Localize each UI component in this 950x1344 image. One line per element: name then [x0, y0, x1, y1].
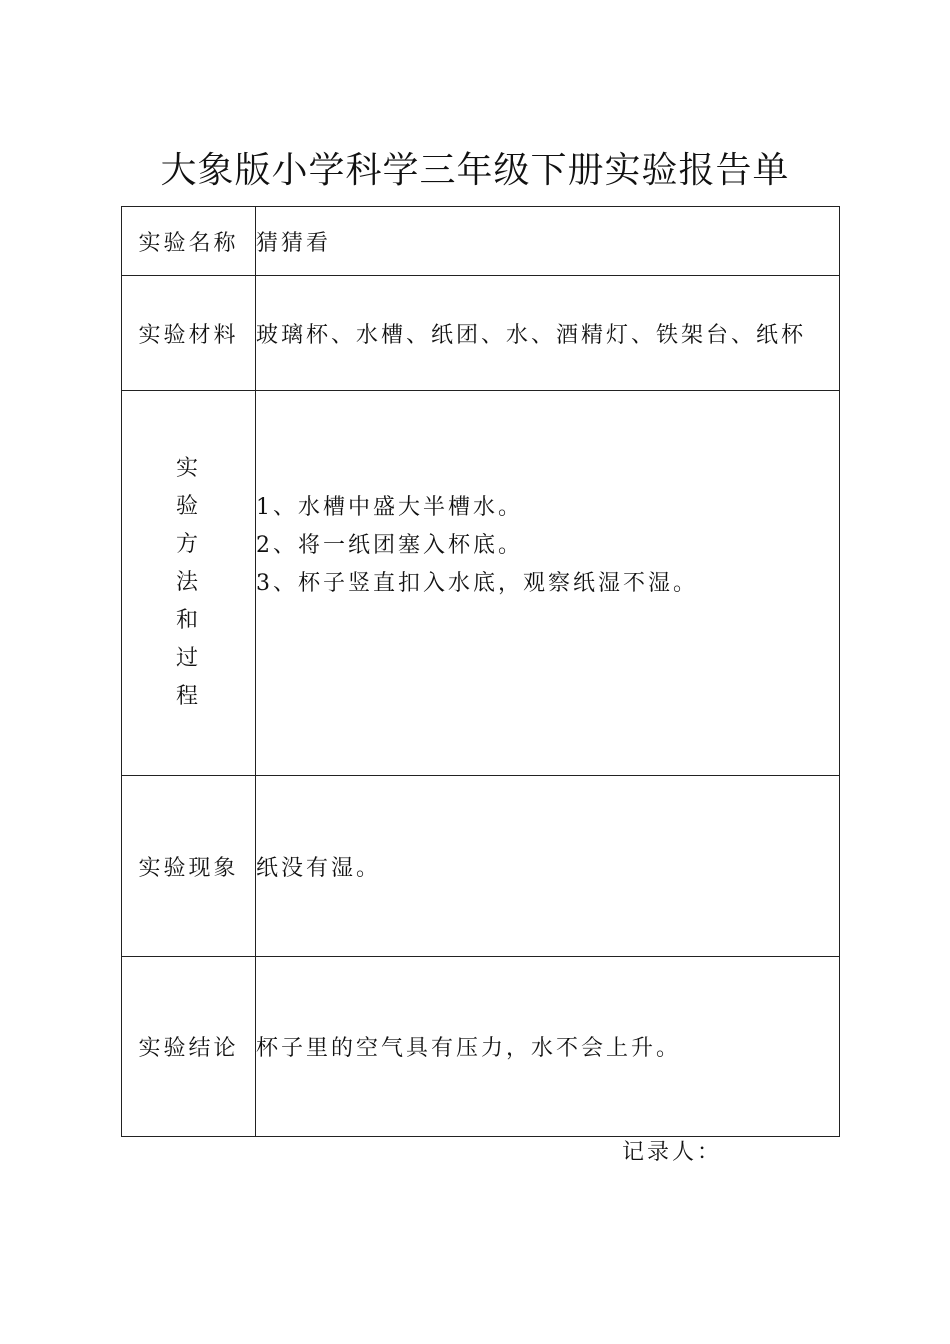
- label-phenomenon: 实验现象: [122, 776, 256, 957]
- vertical-label-method: [122, 450, 255, 716]
- label-method-char: 验: [175, 494, 201, 519]
- value-method: [256, 391, 840, 776]
- value-conclusion: 杯子里的空气具有压力，水不会上升。: [256, 957, 840, 1137]
- row-materials: [122, 276, 840, 391]
- label-materials: 实验材料: [122, 276, 256, 391]
- method-step: 3、杯子竖直扣入水底，观察纸湿不湿。: [256, 571, 698, 596]
- label-method-char: 方: [175, 532, 201, 557]
- label-conclusion: 实验结论: [122, 957, 256, 1137]
- value-experiment-name: 猜猜看: [256, 207, 840, 276]
- value-phenomenon: 纸没有湿。: [256, 776, 840, 957]
- label-method-char: 和: [175, 608, 201, 633]
- row-experiment-name: [122, 207, 840, 276]
- label-method-char: 法: [175, 570, 201, 595]
- label-method-char: 程: [175, 684, 201, 709]
- label-method: [122, 391, 256, 776]
- report-table: [121, 206, 840, 1137]
- recorder-label: 记录人：: [622, 1140, 723, 1165]
- row-conclusion: [122, 957, 840, 1137]
- method-step: 2、将一纸团塞入杯底。: [256, 533, 523, 558]
- row-method: [122, 391, 840, 776]
- value-materials: 玻璃杯、水槽、纸团、水、酒精灯、铁架台、纸杯: [256, 276, 840, 391]
- method-steps: [256, 489, 839, 603]
- label-method-char: 实: [175, 456, 201, 481]
- method-step: 1、水槽中盛大半槽水。: [256, 495, 523, 520]
- page-title: 大象版小学科学三年级下册实验报告单: [160, 150, 790, 191]
- label-experiment-name: 实验名称: [122, 207, 256, 276]
- row-phenomenon: [122, 776, 840, 957]
- label-method-char: 过: [175, 646, 201, 671]
